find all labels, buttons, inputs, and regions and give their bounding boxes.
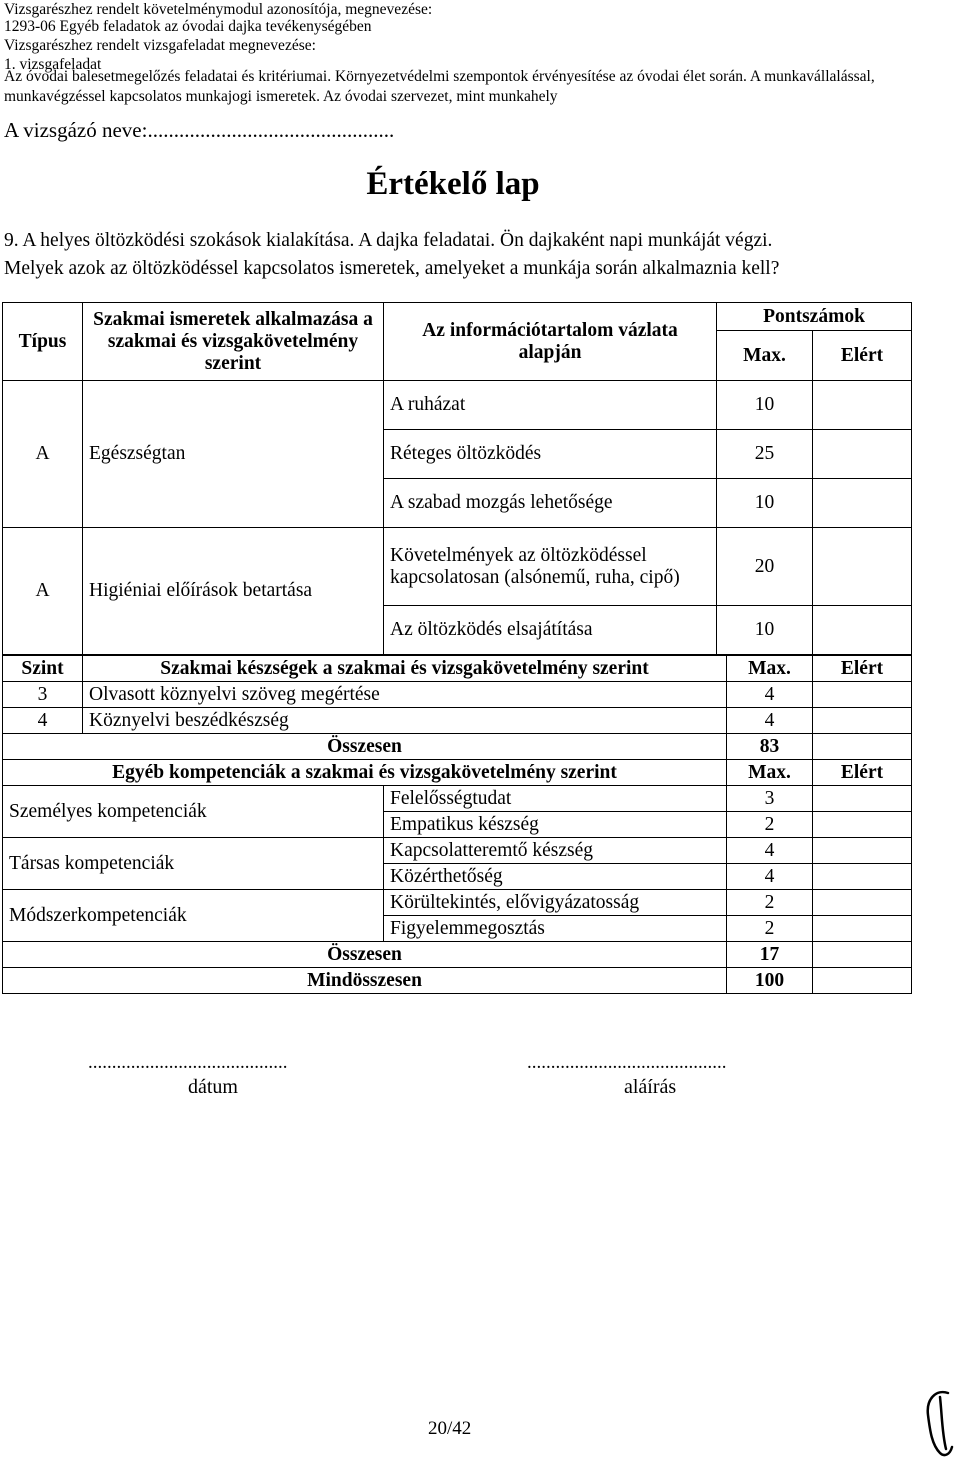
group-type: A (3, 381, 83, 528)
item-max: 10 (717, 381, 813, 430)
competency-item: Közérthetőség (384, 864, 727, 890)
item-got (813, 479, 912, 528)
header-line-topics-2: munkavégzéssel kapcsolatos munkajogi ismeretek. Az óvodai szervezet, mint munkahely (4, 88, 558, 105)
group-area: Higiéniai előírások betartása (83, 528, 384, 655)
table-row (3, 786, 912, 812)
item-got (813, 606, 912, 655)
grand-total: 100 (727, 968, 813, 994)
header-max: Max. (717, 331, 813, 381)
header-points: Pontszámok (717, 303, 912, 331)
competency-group: Társas kompetenciák (3, 838, 384, 890)
competency-max: 4 (727, 864, 813, 890)
competency-max: 2 (727, 812, 813, 838)
competencies-total-label: Összesen (3, 942, 727, 968)
competencies-header-title: Egyéb kompetenciák a szakmai és vizsgakövetelmény szerint (3, 760, 727, 786)
competency-got (813, 890, 912, 916)
item-max: 20 (717, 528, 813, 606)
skills-total-label: Összesen (3, 734, 727, 760)
skill-level: 4 (3, 708, 83, 734)
competency-max: 2 (727, 890, 813, 916)
group-type: A (3, 528, 83, 655)
question-line-1: 9. A helyes öltözködési szokások kialakítása. A dajka feladatai. Ön dajkaként napi munkáját végzi. (4, 230, 773, 251)
skill-level: 3 (3, 682, 83, 708)
header-type: Típus (3, 303, 83, 381)
question-line-2: Melyek azok az öltözködéssel kapcsolatos ismeretek, amelyeket a munkája során alkalmaznia kell? (4, 258, 780, 279)
competency-item: Körültekintés, elővigyázatosság (384, 890, 727, 916)
competency-item: Kapcsolatteremtő készség (384, 838, 727, 864)
header-got: Elért (813, 331, 912, 381)
date-dots: .......................................... (88, 1052, 288, 1073)
header-line-module-name: 1293-06 Egyéb feladatok az óvodai dajka tevékenységében (4, 18, 372, 35)
signature-dots: .......................................... (527, 1052, 727, 1073)
table-row (3, 838, 912, 864)
item-text: Az öltözködés elsajátítása (384, 606, 717, 655)
knowledge-table (2, 302, 912, 655)
competency-group: Módszerkompetenciák (3, 890, 384, 942)
competency-got (813, 812, 912, 838)
page-title: Értékelő lap (366, 166, 540, 202)
skills-header-got: Elért (813, 656, 912, 682)
skill-text: Olvasott köznyelvi szöveg megértése (83, 682, 727, 708)
item-max: 10 (717, 606, 813, 655)
item-got (813, 528, 912, 606)
competencies-header-got: Elért (813, 760, 912, 786)
competency-got (813, 838, 912, 864)
table-row (3, 381, 912, 430)
header-info: Az információtartalom vázlata alapján (384, 303, 717, 381)
item-max: 10 (717, 479, 813, 528)
competencies-header-max: Max. (727, 760, 813, 786)
skill-text: Köznyelvi beszédkészség (83, 708, 727, 734)
item-text: Követelmények az öltözködéssel kapcsolatosan (alsónemű, ruha, cipő) (384, 528, 717, 606)
header-line-task-number: 1. vizsgafeladat (4, 56, 102, 73)
header-line-module: Vizsgarészhez rendelt követelménymodul azonosítója, megnevezése: (4, 1, 433, 18)
skill-max: 4 (727, 708, 813, 734)
competency-got (813, 786, 912, 812)
skills-header-title: Szakmai készségek a szakmai és vizsgakövetelmény szerint (83, 656, 727, 682)
table-row (3, 890, 912, 916)
skills-total: 83 (727, 734, 813, 760)
competency-got (813, 916, 912, 942)
competency-got (813, 864, 912, 890)
skills-table (2, 655, 912, 994)
table-row (3, 708, 912, 734)
competency-group: Személyes kompetenciák (3, 786, 384, 838)
competency-max: 2 (727, 916, 813, 942)
item-max: 25 (717, 430, 813, 479)
initials-scribble-icon (918, 1385, 960, 1463)
skills-header-max: Max. (727, 656, 813, 682)
competencies-total-got (813, 942, 912, 968)
skills-total-got (813, 734, 912, 760)
signature-label: aláírás (624, 1076, 677, 1098)
item-got (813, 430, 912, 479)
item-text: Réteges öltözködés (384, 430, 717, 479)
group-area: Egészségtan (83, 381, 384, 528)
competency-item: Figyelemmegosztás (384, 916, 727, 942)
table-row (3, 528, 912, 606)
competency-max: 4 (727, 838, 813, 864)
skills-header-level: Szint (3, 656, 83, 682)
competency-item: Felelősségtudat (384, 786, 727, 812)
item-text: A ruházat (384, 381, 717, 430)
table-row (3, 682, 912, 708)
competencies-total: 17 (727, 942, 813, 968)
skill-got (813, 708, 912, 734)
grand-total-got (813, 968, 912, 994)
header-line-task-label: Vizsgarészhez rendelt vizsgafeladat megnevezése: (4, 37, 316, 54)
header-line-topics-1: Az óvodai balesetmegelőzés feladatai és kritériumai. Környezetvédelmi szempontok érvényesítése az óvodai élet során. A munkavállalással, (4, 68, 875, 85)
item-text: A szabad mozgás lehetősége (384, 479, 717, 528)
grand-total-label: Mindösszesen (3, 968, 727, 994)
date-label: dátum (188, 1076, 238, 1098)
skill-got (813, 682, 912, 708)
page-number: 20/42 (428, 1418, 472, 1439)
competency-max: 3 (727, 786, 813, 812)
examinee-name-field: A vizsgázó neve:............................................... (4, 118, 395, 142)
header-knowledge: Szakmai ismeretek alkalmazása a szakmai és vizsgakövetelmény szerint (83, 303, 384, 381)
skill-max: 4 (727, 682, 813, 708)
competency-item: Empatikus készség (384, 812, 727, 838)
item-got (813, 381, 912, 430)
